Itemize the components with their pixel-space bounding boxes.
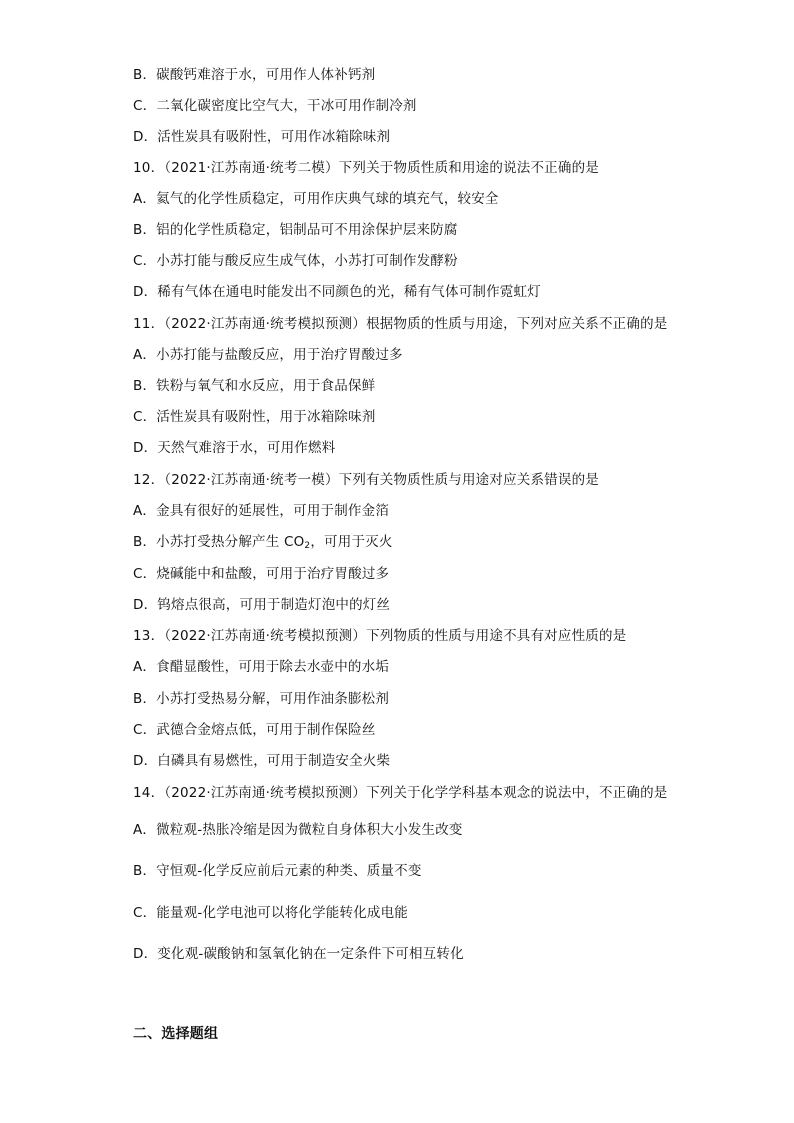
q12-option-b-use: ，可用于灭火 bbox=[310, 534, 393, 550]
q9-option-c: C．二氧化碳密度比空气大，干冰可用作制冷剂 bbox=[133, 98, 417, 114]
q10-option-a: A．氦气的化学性质稳定，可用作庆典气球的填充气，较安全 bbox=[133, 191, 499, 207]
q12-option-a: A．金具有很好的延展性，可用于制作金箔 bbox=[133, 503, 390, 519]
q13-option-d: D．白磷具有易燃性，可用于制造安全火柴 bbox=[133, 753, 391, 769]
q13-option-a: A．食醋显酸性，可用于除去水壶中的水垢 bbox=[133, 659, 390, 675]
q10-stem: 10．（2021·江苏南通·统考二模）下列关于物质性质和用途的说法不正确的是 bbox=[133, 160, 599, 176]
q11-option-b: B．铁粉与氧气和水反应，用于食品保鲜 bbox=[133, 378, 376, 394]
q13-stem: 13．（2022·江苏南通·统考模拟预测）下列物质的性质与用途不具有对应性质的是 bbox=[133, 628, 627, 644]
q12-stem: 12．（2022·江苏南通·统考一模）下列有关物质性质与用途对应关系错误的是 bbox=[133, 472, 599, 488]
section-heading: 二、选择题组 bbox=[133, 1026, 219, 1042]
q14-option-d: D．变化观-碳酸钠和氢氧化钠在一定条件下可相互转化 bbox=[133, 946, 464, 962]
q11-option-a: A．小苏打能与盐酸反应，用于治疗胃酸过多 bbox=[133, 347, 403, 363]
q10-option-d: D．稀有气体在通电时能发出不同颜色的光，稀有气体可制作霓虹灯 bbox=[133, 284, 541, 300]
q13-option-c: C．武德合金熔点低，可用于制作保险丝 bbox=[133, 722, 376, 738]
q9-option-b: B．碳酸钙难溶于水，可用作人体补钙剂 bbox=[133, 67, 376, 83]
q14-option-c: C．能量观-化学电池可以将化学能转化成电能 bbox=[133, 905, 408, 921]
q11-option-c: C．活性炭具有吸附性，用于冰箱除味剂 bbox=[133, 409, 376, 425]
q14-option-a: A．微粒观-热胀冷缩是因为微粒自身体积大小发生改变 bbox=[133, 822, 463, 838]
q12-option-c: C．烧碱能中和盐酸，可用于治疗胃酸过多 bbox=[133, 566, 390, 582]
q12-option-d: D．钨熔点很高，可用于制造灯泡中的灯丝 bbox=[133, 597, 391, 613]
q11-option-d: D．天然气难溶于水，可用作燃料 bbox=[133, 440, 336, 456]
co2-subscript: 2 bbox=[304, 541, 311, 551]
q9-option-d: D．活性炭具有吸附性，可用作冰箱除味剂 bbox=[133, 129, 391, 145]
q10-option-c: C．小苏打能与酸反应生成气体，小苏打可制作发酵粉 bbox=[133, 253, 458, 269]
q14-option-b: B．守恒观-化学反应前后元素的种类、质量不变 bbox=[133, 863, 422, 879]
q12-option-b bbox=[133, 533, 393, 551]
q10-option-b: B．铝的化学性质稳定，铝制品可不用涂保护层来防腐 bbox=[133, 222, 458, 238]
q14-stem: 14．（2022·江苏南通·统考模拟预测）下列关于化学学科基本观念的说法中，不正确的是 bbox=[133, 785, 668, 801]
q12-option-b-text: B．小苏打受热分解产生 CO bbox=[133, 534, 305, 550]
q11-stem: 11．（2022·江苏南通·统考模拟预测）根据物质的性质与用途，下列对应关系不正确的是 bbox=[133, 316, 668, 332]
q13-option-b: B．小苏打受热易分解，可用作油条膨松剂 bbox=[133, 691, 390, 707]
